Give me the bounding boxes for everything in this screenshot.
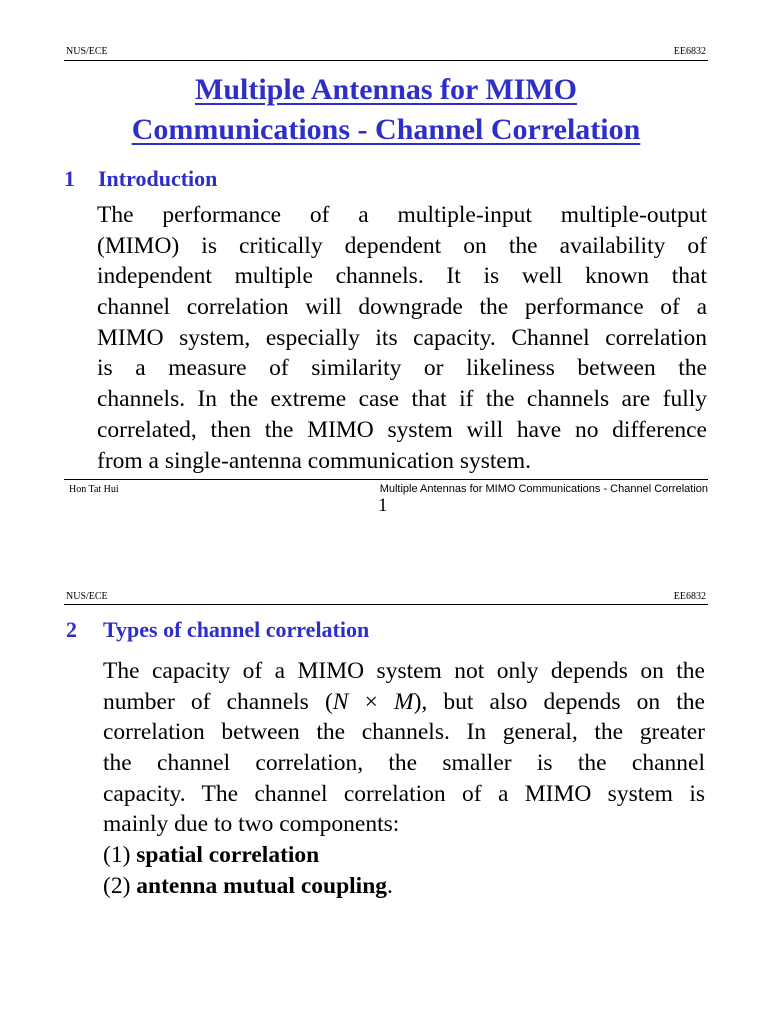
list-item-2: (2) antenna mutual coupling. bbox=[103, 872, 393, 899]
text-line: capacity. The channel correlation of a MIMO system is bbox=[103, 780, 705, 807]
text-line: mainly due to two components: bbox=[103, 811, 400, 838]
section-heading-2 bbox=[66, 617, 369, 643]
title-line-1: Multiple Antennas for MIMO bbox=[195, 73, 577, 106]
text-line: is a measure of similarity or likeliness between the bbox=[97, 355, 707, 382]
header-left: NUS/ECE bbox=[66, 46, 108, 57]
title-line-2: Communications - Channel Correlation bbox=[131, 113, 641, 146]
text-line: MIMO system, especially its capacity. Channel correlation bbox=[97, 324, 707, 351]
footer-author: Hon Tat Hui bbox=[69, 484, 119, 495]
header-rule bbox=[64, 60, 708, 61]
text-line: The performance of a multiple-input multiple-output bbox=[97, 202, 707, 228]
page-title bbox=[64, 70, 708, 150]
text-line: channels. In the extreme case that if the channels are fully bbox=[97, 386, 707, 413]
section-number: 2 bbox=[66, 617, 77, 642]
text-line: the channel correlation, the smaller is the channel bbox=[103, 750, 705, 777]
list-item-1: (1) spatial correlation bbox=[103, 842, 320, 869]
text-line: The capacity of a MIMO system not only depends on the bbox=[103, 658, 705, 684]
list-item-1-bold: spatial correlation bbox=[136, 842, 320, 869]
footer-rule bbox=[64, 479, 708, 480]
page-number: 1 bbox=[378, 495, 388, 516]
text-line: correlated, then the MIMO system will have no difference bbox=[97, 416, 707, 443]
footer-title: Multiple Antennas for MIMO Communications - Channel Correlation bbox=[379, 483, 708, 495]
header-right: EE6832 bbox=[673, 591, 706, 602]
header-left: NUS/ECE bbox=[66, 591, 108, 602]
section-title: Introduction bbox=[98, 166, 218, 191]
text-line: (MIMO) is critically dependent on the availability of bbox=[97, 232, 707, 259]
section-title: Types of channel correlation bbox=[103, 617, 370, 642]
section-number: 1 bbox=[64, 166, 75, 191]
header-rule bbox=[64, 604, 708, 605]
types-paragraph bbox=[103, 656, 705, 902]
section-heading-1 bbox=[64, 166, 217, 192]
list-item-2-bold: antenna mutual coupling bbox=[136, 872, 388, 899]
text-line: from a single-antenna communication system. bbox=[97, 447, 531, 474]
header-right: EE6832 bbox=[673, 46, 706, 57]
text-line: independent multiple channels. It is well known that bbox=[97, 263, 707, 290]
text-line: number of channels (N × M), but also depends on the bbox=[103, 688, 705, 715]
text-line: channel correlation will downgrade the performance of a bbox=[97, 294, 707, 321]
text-line: correlation between the channels. In general, the greater bbox=[103, 719, 705, 746]
intro-paragraph bbox=[97, 200, 707, 476]
